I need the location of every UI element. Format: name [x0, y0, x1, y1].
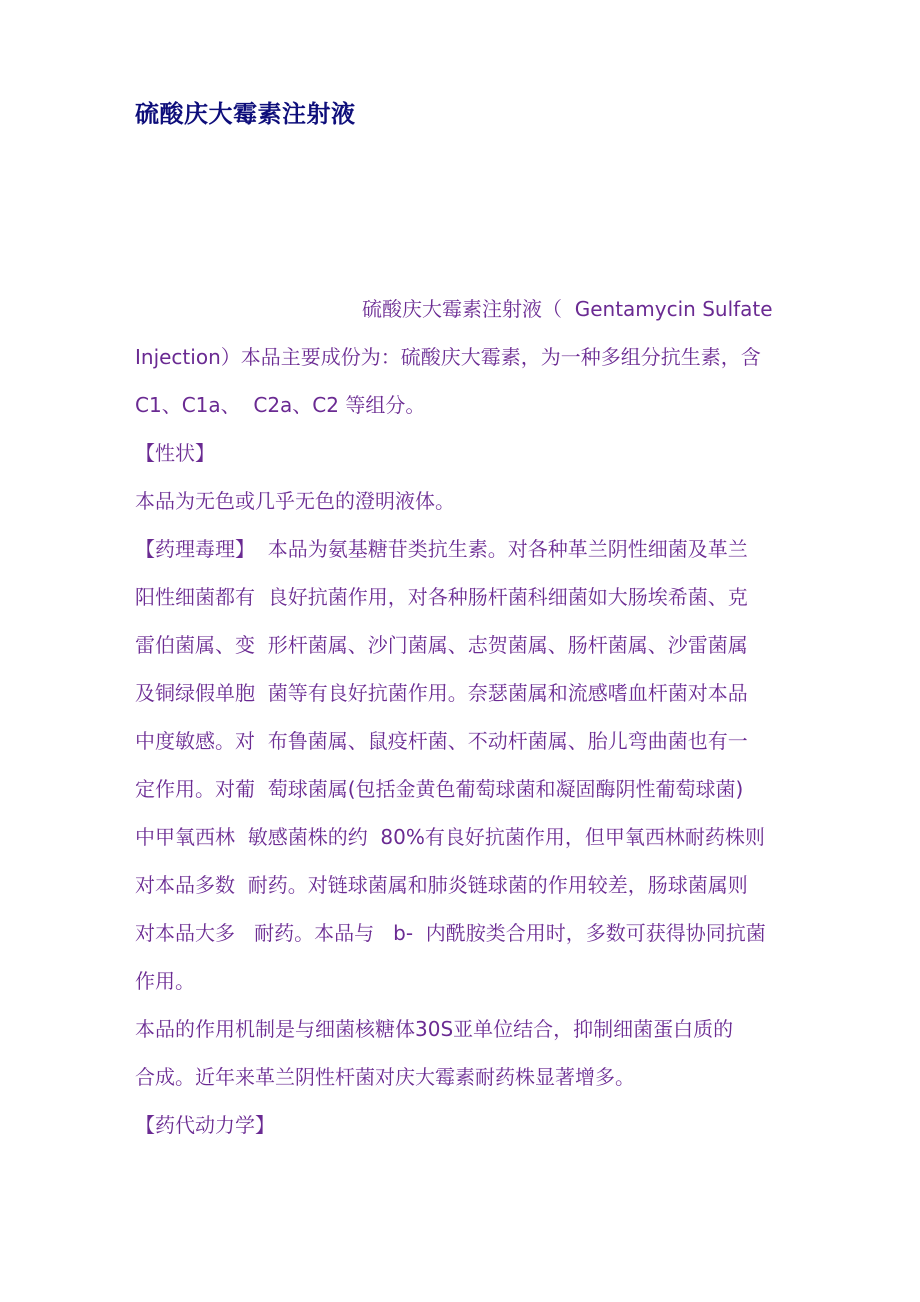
pharmacology-text-line: 对本品多数 耐药。对链球菌属和肺炎链球菌的作用较差，肠球菌属则: [135, 873, 748, 897]
mechanism-text-line: 本品的作用机制是与细菌核糖体30S亚单位结合，抑制细菌蛋白质的: [135, 1017, 734, 1041]
document-title: 硫酸庆大霉素注射液: [135, 100, 356, 128]
mechanism-text-line: 合成。近年来革兰阴性杆菌对庆大霉素耐药株显著增多。: [135, 1065, 635, 1089]
pharmacology-text-line: 对本品大多 耐药。本品与 b- 内酰胺类合用时，多数可获得协同抗菌: [135, 921, 766, 945]
properties-text: 本品为无色或几乎无色的澄明液体。: [135, 489, 455, 513]
pharmacology-text-line: 中度敏感。对 布鲁菌属、鼠疫杆菌、不动杆菌属、胎儿弯曲菌也有一: [135, 729, 748, 753]
composition-line: Injection）本品主要成份为：硫酸庆大霉素，为一种多组分抗生素，含: [135, 345, 761, 369]
pharmacology-text-line: 定作用。对葡 萄球菌属(包括金黄色葡萄球菌和凝固酶阴性葡萄球菌): [135, 777, 744, 801]
section-heading-pharmacology: 【药理毒理】 本品为氨基糖苷类抗生素。对各种革兰阴性细菌及革兰: [135, 537, 748, 561]
pharmacology-text-line: 中甲氧西林 敏感菌株的约 80%有良好抗菌作用，但甲氧西林耐药株则: [135, 825, 765, 849]
section-heading-properties: 【性状】: [135, 441, 215, 465]
pharmacology-text-line: 作用。: [135, 969, 195, 993]
drug-name-line: 硫酸庆大霉素注射液（ Gentamycin Sulfate: [362, 297, 773, 321]
pharmacology-text-line: 雷伯菌属、变 形杆菌属、沙门菌属、志贺菌属、肠杆菌属、沙雷菌属: [135, 633, 748, 657]
pharmacology-text-line: 阳性细菌都有 良好抗菌作用，对各种肠杆菌科细菌如大肠埃希菌、克: [135, 585, 748, 609]
section-heading-pharmacokinetics: 【药代动力学】: [135, 1113, 275, 1137]
pharmacology-text-line: 及铜绿假单胞 菌等有良好抗菌作用。奈瑟菌属和流感嗜血杆菌对本品: [135, 681, 748, 705]
components-line: C1、C1a、 C2a、C2 等组分。: [135, 393, 426, 417]
